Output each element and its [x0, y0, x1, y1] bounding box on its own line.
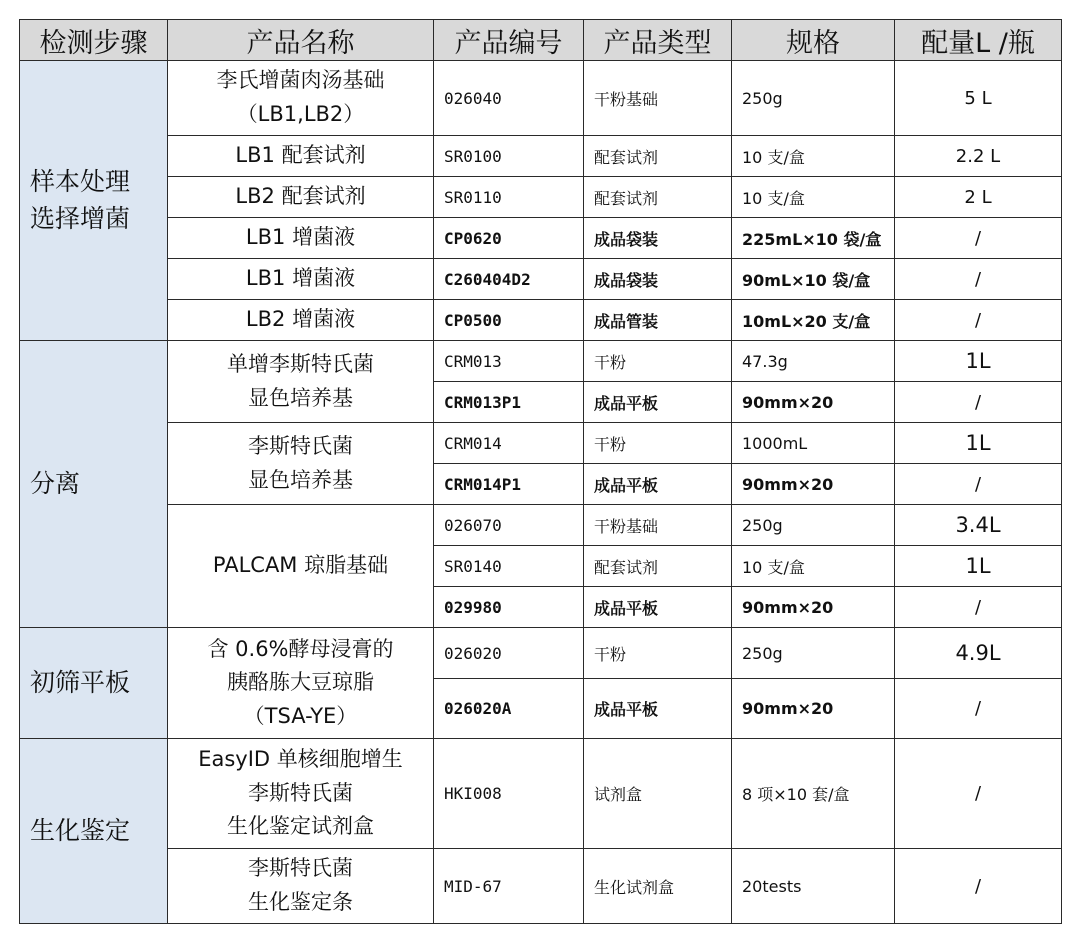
product-type: 成品平板 [584, 679, 732, 739]
table-row [20, 136, 1062, 177]
product-spec: 250g [732, 628, 895, 679]
product-code: SR0140 [434, 546, 584, 587]
product-spec: 10 支/盒 [732, 546, 895, 587]
product-type: 干粉 [584, 341, 732, 382]
product-name: LB1 增菌液 [168, 218, 434, 259]
product-name: PALCAM 琼脂基础 [212, 553, 389, 578]
table-row [20, 423, 1062, 464]
product-code: SR0110 [434, 177, 584, 218]
product-spec: 1000mL [732, 423, 895, 464]
product-spec: 90mm×20 [732, 382, 895, 423]
product-name: 生化鉴定试剂盒 [227, 814, 374, 839]
product-type: 配套试剂 [584, 546, 732, 587]
header-step: 检测步骤 [20, 20, 168, 61]
product-name: 生化鉴定条 [248, 890, 353, 914]
product-dose: / [895, 739, 1062, 849]
table-row [20, 259, 1062, 300]
product-dose: / [895, 464, 1062, 505]
product-name-cell [168, 739, 434, 849]
table-row [20, 177, 1062, 218]
product-spec: 10mL×20 支/盒 [732, 300, 895, 341]
step-label: 样本处理 [30, 167, 131, 197]
product-name: 李斯特氏菌 [248, 856, 353, 881]
product-dose: 3.4L [895, 505, 1062, 546]
product-dose: 2.2 L [895, 136, 1062, 177]
product-code: 026040 [434, 61, 584, 136]
product-name: LB2 配套试剂 [168, 177, 434, 218]
step-cell [20, 739, 168, 924]
product-type: 干粉 [584, 628, 732, 679]
header-dose: 配量L /瓶 [895, 20, 1062, 61]
product-type: 干粉基础 [584, 505, 732, 546]
product-name: （LB1,LB2） [236, 102, 365, 126]
product-dose: / [895, 259, 1062, 300]
product-type: 配套试剂 [584, 177, 732, 218]
step-label: 生化鉴定 [30, 815, 131, 845]
product-name: 含 0.6%酵母浸膏的 [207, 636, 394, 661]
product-dose: / [895, 679, 1062, 739]
product-type: 试剂盒 [584, 739, 732, 849]
product-code: CP0620 [434, 218, 584, 259]
product-table [19, 19, 1062, 924]
header-product-type: 产品类型 [584, 20, 732, 61]
product-dose: 1L [895, 546, 1062, 587]
product-name-cell [168, 341, 434, 423]
product-dose: 1L [895, 341, 1062, 382]
product-type: 成品平板 [584, 587, 732, 628]
table-row [20, 628, 1062, 679]
product-spec: 20tests [732, 849, 895, 924]
product-name: 李斯特氏菌 [248, 433, 353, 458]
table-row [20, 61, 1062, 136]
table-row [20, 739, 1062, 849]
header-product-code: 产品编号 [434, 20, 584, 61]
product-dose: 4.9L [895, 628, 1062, 679]
product-name: 李斯特氏菌 [248, 780, 353, 805]
product-type: 成品平板 [584, 382, 732, 423]
product-name-cell [168, 628, 434, 739]
product-dose: / [895, 300, 1062, 341]
product-code: 026020 [434, 628, 584, 679]
product-spec: 225mL×10 袋/盒 [732, 218, 895, 259]
product-code: HKI008 [434, 739, 584, 849]
step-cell [20, 628, 168, 739]
product-name: 胰酪胨大豆琼脂 [227, 670, 374, 695]
product-code: CP0500 [434, 300, 584, 341]
product-dose: 5 L [895, 61, 1062, 136]
product-type: 生化试剂盒 [584, 849, 732, 924]
product-type: 干粉 [584, 423, 732, 464]
product-dose: 2 L [895, 177, 1062, 218]
product-name: 显色培养基 [248, 467, 353, 492]
product-name-cell [168, 849, 434, 924]
table-row [20, 341, 1062, 382]
step-label: 分离 [30, 468, 81, 498]
product-dose: / [895, 382, 1062, 423]
product-spec: 8 项×10 套/盒 [732, 739, 895, 849]
product-name: 李氏增菌肉汤基础 [216, 68, 385, 93]
product-dose: / [895, 587, 1062, 628]
product-spec: 250g [732, 505, 895, 546]
product-name: （TSA-YE） [243, 703, 358, 728]
table-row [20, 218, 1062, 259]
product-code: MID-67 [434, 849, 584, 924]
product-name: LB1 配套试剂 [168, 136, 434, 177]
product-code: 026020A [434, 679, 584, 739]
product-spec: 90mm×20 [732, 587, 895, 628]
product-dose: / [895, 218, 1062, 259]
product-code: SR0100 [434, 136, 584, 177]
product-type: 干粉基础 [584, 61, 732, 136]
step-cell [20, 61, 168, 341]
product-code: CRM013 [434, 341, 584, 382]
step-label: 选择增菌 [30, 203, 131, 233]
product-type: 配套试剂 [584, 136, 732, 177]
product-dose: 1L [895, 423, 1062, 464]
product-spec: 10 支/盒 [732, 136, 895, 177]
product-name: 显色培养基 [248, 385, 353, 410]
product-code: CRM014 [434, 423, 584, 464]
product-name: LB1 增菌液 [168, 259, 434, 300]
product-name: EasyID 单核细胞增生 [198, 747, 403, 772]
product-dose: / [895, 849, 1062, 924]
product-spec: 90mL×10 袋/盒 [732, 259, 895, 300]
product-type: 成品管装 [584, 300, 732, 341]
product-spec: 90mm×20 [732, 464, 895, 505]
product-code: CRM013P1 [434, 382, 584, 423]
product-name-cell [168, 505, 434, 628]
table-row [20, 300, 1062, 341]
step-cell [20, 341, 168, 628]
header-row [20, 20, 1062, 61]
step-label: 初筛平板 [30, 667, 131, 697]
product-spec: 10 支/盒 [732, 177, 895, 218]
product-code: 029980 [434, 587, 584, 628]
product-code: 026070 [434, 505, 584, 546]
product-spec: 250g [732, 61, 895, 136]
product-name-cell [168, 61, 434, 136]
product-spec: 90mm×20 [732, 679, 895, 739]
product-name-cell [168, 423, 434, 505]
product-type: 成品平板 [584, 464, 732, 505]
product-spec: 47.3g [732, 341, 895, 382]
product-code: C260404D2 [434, 259, 584, 300]
product-name: LB2 增菌液 [168, 300, 434, 341]
product-type: 成品袋装 [584, 218, 732, 259]
table-row [20, 505, 1062, 546]
table-row [20, 849, 1062, 924]
header-spec: 规格 [732, 20, 895, 61]
header-product-name: 产品名称 [168, 20, 434, 61]
product-name: 单增李斯特氏菌 [227, 351, 374, 376]
product-code: CRM014P1 [434, 464, 584, 505]
product-type: 成品袋装 [584, 259, 732, 300]
